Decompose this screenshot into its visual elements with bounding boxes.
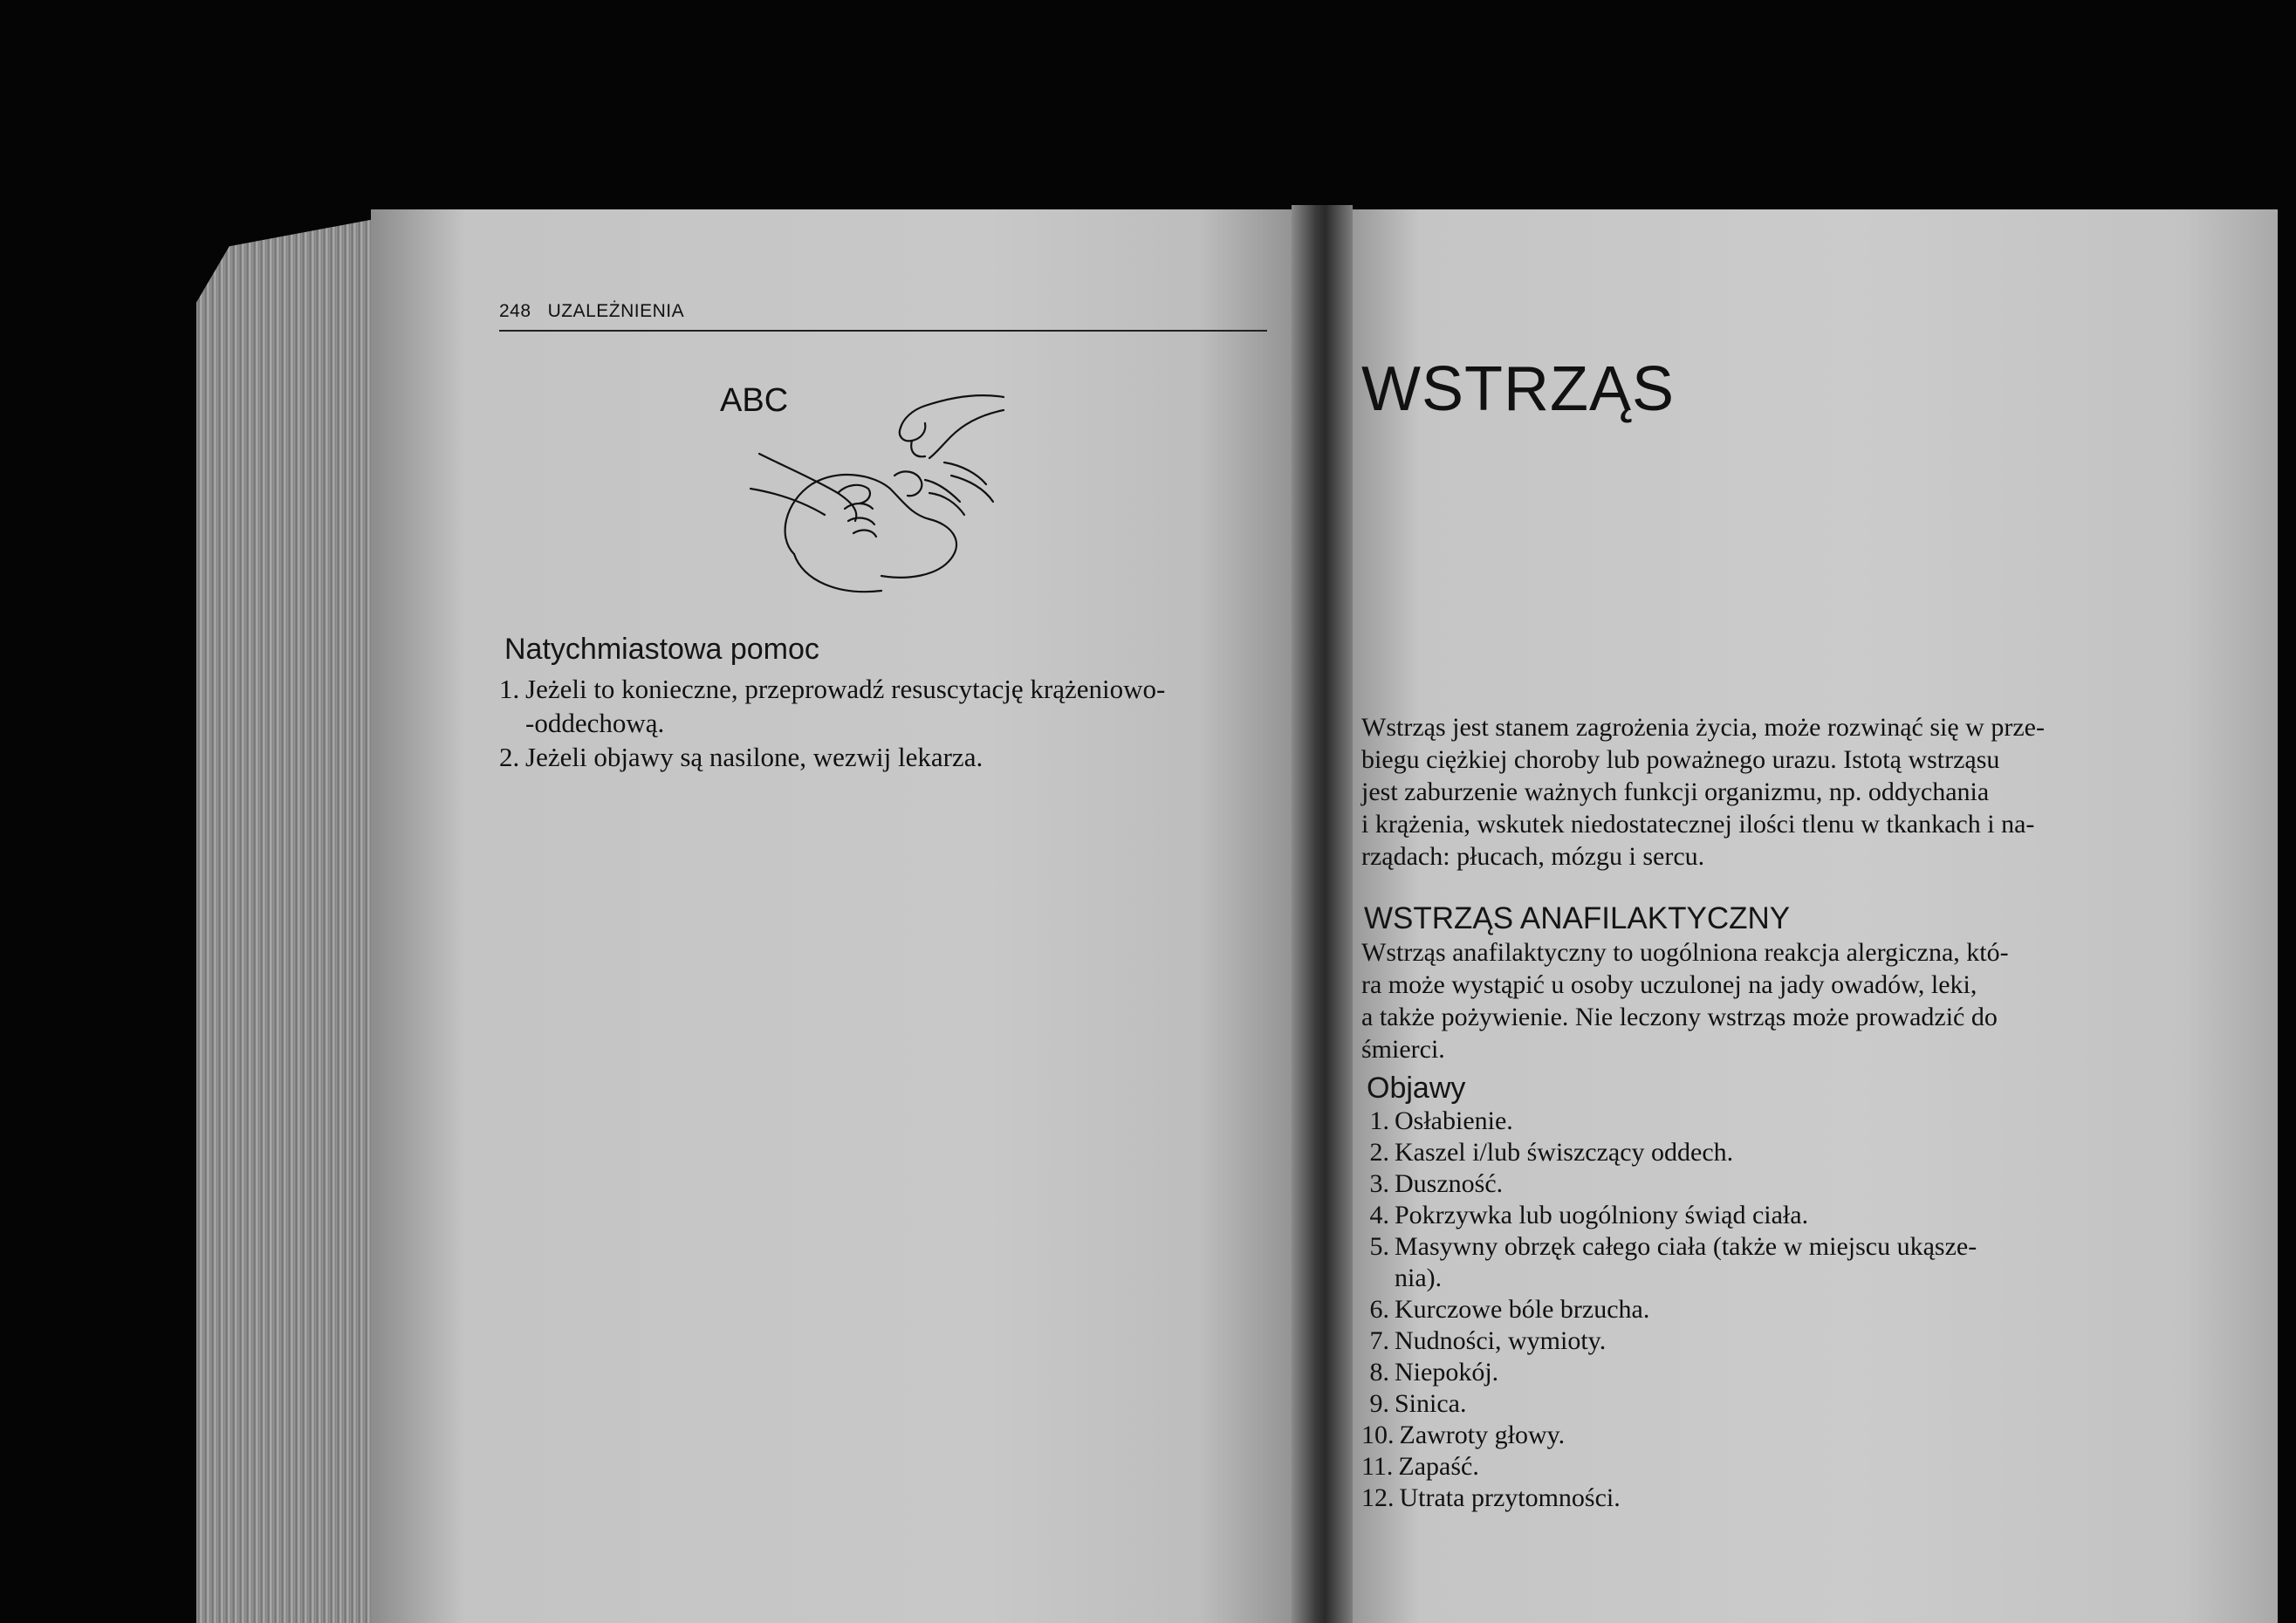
list-item: 12. Utrata przytomności. (1361, 1483, 1621, 1512)
list-item: 8. Niepokój. (1369, 1358, 1499, 1387)
anaphylaxis-paragraph: Wstrząs anafilaktyczny to uogólniona reakcja alergiczna, któ- ra może wystąpić u osoby uczulonej na jady owadów, leki, a także pożywienie. Nie leczony wstrząs może prowadzić do śmierci. (1361, 938, 2009, 1064)
book-gutter (1292, 205, 1353, 1623)
list-item: 10. Zawroty głowy. (1361, 1421, 1566, 1449)
list-item: 5. Masywny obrzęk całego ciała (także w miejscu ukąsze- nia). (1369, 1232, 1977, 1292)
symptoms-list (1361, 1106, 2138, 1514)
list-item: 2. Kaszel i/lub świszczący oddech. (1369, 1138, 1734, 1167)
page-title: WSTRZĄS (1361, 354, 1675, 424)
running-head-title: UZALEŻNIENIA (547, 301, 685, 321)
figure-label: ABC (720, 382, 789, 419)
page-number: 248 (499, 301, 531, 321)
help-steps (499, 672, 1267, 774)
immediate-help-heading: Natychmiastowa pomoc (504, 633, 819, 666)
header-rule (499, 330, 1267, 332)
list-item: 11. Zapaść. (1361, 1452, 1479, 1481)
list-item: 7. Nudności, wymioty. (1369, 1326, 1607, 1355)
book-page-edges (196, 218, 380, 1623)
list-item: 4. Pokrzywka lub uogólniony świąd ciała. (1369, 1201, 1809, 1229)
subsection-title: WSTRZĄS ANAFILAKTYCZNY (1364, 901, 1791, 935)
list-item: 6. Kurczowe bóle brzucha. (1369, 1295, 1650, 1324)
list-item: 1. Osłabienie. (1369, 1106, 1513, 1135)
list-item: 1. Jeżeli to konieczne, przeprowadź resuscytację krążeniowo- -oddechową. (499, 674, 1166, 738)
list-item: 9. Sinica. (1369, 1389, 1467, 1418)
symptoms-heading: Objawy (1367, 1072, 1466, 1105)
cpr-hands-illustration (742, 371, 1030, 598)
intro-paragraph: Wstrząs jest stanem zagrożenia życia, może rozwinąć się w prze- biegu ciężkiej choroby lub poważnego urazu. Istotą wstrząsu jest zaburzenie ważnych funkcji organizmu, np. oddychania i krążenia, wskutek niedostatecznej ilości tlenu w tkankach i na- rządach: płucach, mózgu i sercu. (1361, 713, 2045, 871)
list-item: 2. Jeżeli objawy są nasilone, wezwij lekarza. (499, 742, 984, 772)
list-item: 3. Duszność. (1369, 1169, 1504, 1198)
running-head (499, 301, 684, 322)
